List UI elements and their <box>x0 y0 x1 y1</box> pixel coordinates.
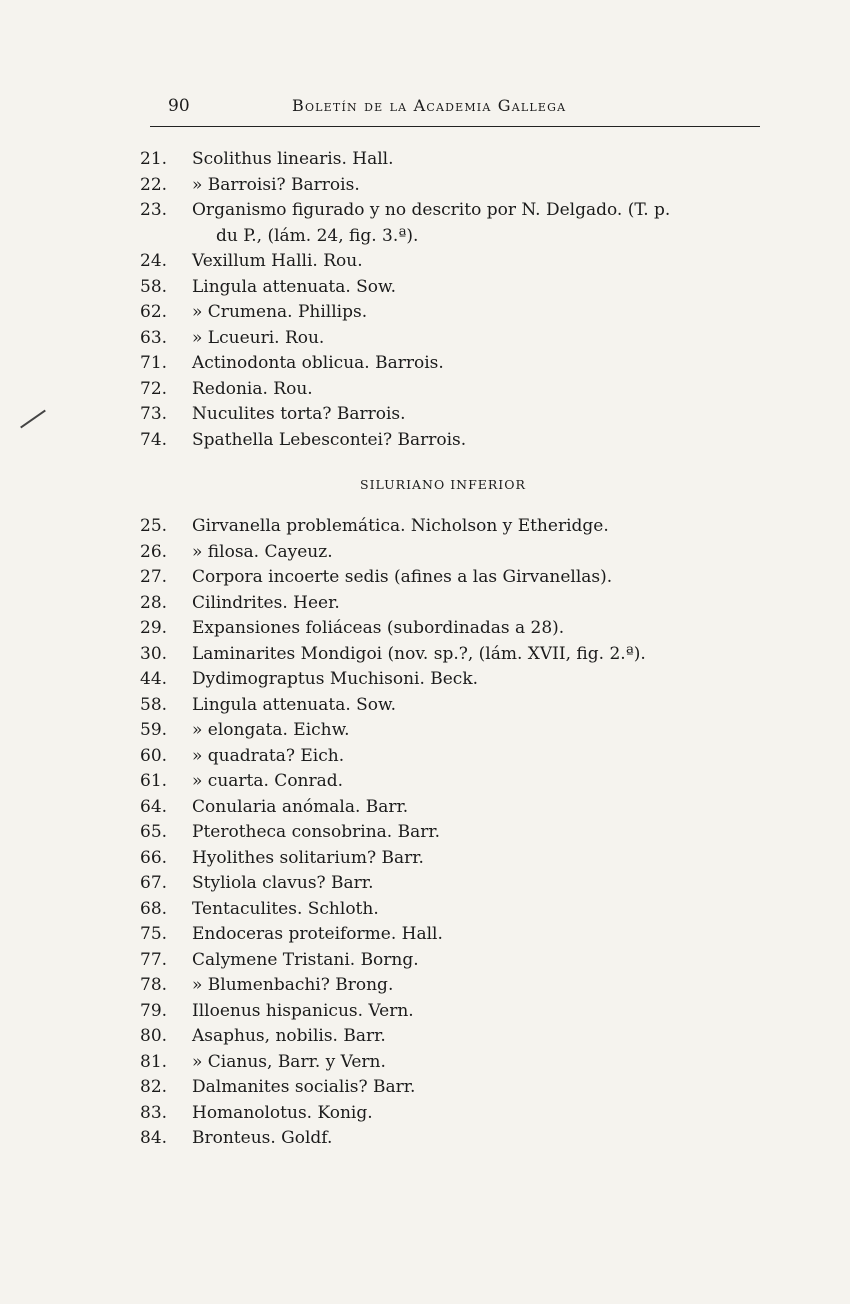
entry-number: 29. <box>140 618 168 638</box>
entry-number: 71. <box>140 353 168 373</box>
entry-text: Nuculites torta? Barrois. <box>192 404 406 424</box>
entry-text: Scolithus linearis. Hall. <box>192 149 394 169</box>
list-item <box>140 642 780 668</box>
list-item <box>140 326 780 352</box>
entry-number: 65. <box>140 822 168 842</box>
entry-text: » Blumenbachi? Brong. <box>192 975 394 995</box>
list-item <box>140 973 780 999</box>
entry-text: Hyolithes solitarium? Barr. <box>192 847 424 868</box>
list-item <box>140 769 780 795</box>
list-item <box>140 1101 780 1127</box>
entry-number: 30. <box>140 643 168 664</box>
entry-text: Vexillum Halli. Rou. <box>192 251 363 271</box>
entry-text: Girvanella problemática. Nicholson y Etheridge. <box>192 516 609 536</box>
entry-number: 84. <box>140 1128 168 1148</box>
list-item <box>140 795 780 821</box>
entry-number: 58. <box>140 276 168 297</box>
entry-text: » Crumena. Phillips. <box>192 302 368 322</box>
list-item <box>140 275 780 301</box>
entry-number: 80. <box>140 1026 168 1046</box>
entry-number: 72. <box>140 378 168 399</box>
entry-number: 67. <box>140 873 168 893</box>
list-item <box>140 377 780 403</box>
entry-number: 23. <box>140 200 168 220</box>
entry-number: 75. <box>140 924 168 944</box>
entry-text: » elongata. Eichw. <box>192 720 350 740</box>
list-item <box>140 402 780 428</box>
entry-text: Bronteus. Goldf. <box>192 1128 333 1148</box>
list-item <box>140 198 780 224</box>
entry-number: 83. <box>140 1102 168 1123</box>
entry-text: Organismo figurado y no descrito por N. Delgado. (T. p. <box>192 200 671 220</box>
list-item <box>140 428 780 454</box>
list-item <box>140 846 780 872</box>
entry-number: 21. <box>140 149 168 169</box>
entry-text: Laminarites Mondigoi (nov. sp.?, (lám. XVII, fig. 2.ª). <box>192 643 646 664</box>
list-item <box>140 871 780 897</box>
entry-number: 63. <box>140 327 168 348</box>
entry-text: Cilindrites. Heer. <box>192 592 340 613</box>
entry-text: Calymene Tristani. Borng. <box>192 949 419 970</box>
entry-number: 77. <box>140 949 168 970</box>
list-item <box>140 224 780 250</box>
list-item <box>140 514 780 540</box>
list-item <box>140 173 780 199</box>
entry-number: 58. <box>140 694 168 715</box>
margin-pencil-mark <box>20 410 46 429</box>
entry-number: 78. <box>140 975 168 995</box>
entry-text: » filosa. Cayeuz. <box>192 541 333 562</box>
list-item <box>140 540 780 566</box>
running-title: Boletín de la Academia Gallega <box>292 96 567 115</box>
entry-number: 44. <box>140 669 168 689</box>
entry-text: Pterotheca consobrina. Barr. <box>192 822 441 842</box>
entry-text: Spathella Lebescontei? Barrois. <box>192 429 467 450</box>
entry-text: Dydimograptus Muchisoni. Beck. <box>192 669 479 689</box>
page-header <box>150 96 760 127</box>
fossil-list-siluriano-inferior <box>140 514 780 1152</box>
entry-text: Asaphus, nobilis. Barr. <box>192 1026 386 1046</box>
entry-number: 60. <box>140 745 168 766</box>
list-item <box>140 249 780 275</box>
entry-number: 79. <box>140 1000 168 1021</box>
entry-text: Lingula attenuata. Sow. <box>192 694 396 715</box>
list-item <box>140 922 780 948</box>
list-item <box>140 1050 780 1076</box>
list-item <box>140 667 780 693</box>
list-item <box>140 1024 780 1050</box>
entry-number: 62. <box>140 302 168 322</box>
entry-number: 59. <box>140 720 168 740</box>
list-item <box>140 820 780 846</box>
entry-text: » quadrata? Eich. <box>192 745 345 766</box>
page-number: 90 <box>168 96 190 116</box>
entry-text: Redonia. Rou. <box>192 378 313 399</box>
entry-text: Lingula attenuata. Sow. <box>192 276 396 297</box>
entry-text: » Barroisi? Barrois. <box>192 174 360 195</box>
list-item <box>140 718 780 744</box>
entry-text: du P., (lám. 24, fig. 3.ª). <box>216 225 419 246</box>
list-item <box>140 565 780 591</box>
entry-text: Conularia anómala. Barr. <box>192 796 409 817</box>
entry-number: 81. <box>140 1051 168 1072</box>
list-item <box>140 948 780 974</box>
entry-number: 68. <box>140 898 168 919</box>
entry-number: 22. <box>140 174 168 195</box>
entry-number: 66. <box>140 847 168 868</box>
list-item <box>140 1075 780 1101</box>
entry-number: 64. <box>140 796 168 817</box>
entry-number: 61. <box>140 771 168 791</box>
entry-text: Dalmanites socialis? Barr. <box>192 1077 416 1097</box>
list-item <box>140 999 780 1025</box>
list-item <box>140 300 780 326</box>
entry-text: Endoceras proteiforme. Hall. <box>192 924 443 944</box>
entry-text: » cuarta. Conrad. <box>192 771 344 791</box>
entry-text: Illoenus hispanicus. Vern. <box>192 1000 414 1021</box>
entry-number: 25. <box>140 516 168 536</box>
entry-text: Tentaculites. Schloth. <box>192 898 379 919</box>
list-item <box>140 744 780 770</box>
entry-text: » Cianus, Barr. y Vern. <box>192 1051 386 1072</box>
list-item <box>140 147 780 173</box>
list-item <box>140 693 780 719</box>
entry-text: Expansiones foliáceas (subordinadas a 28). <box>192 618 565 638</box>
list-item <box>140 897 780 923</box>
entry-number: 73. <box>140 404 168 424</box>
entry-text: Styliola clavus? Barr. <box>192 873 374 893</box>
section-title: SILURIANO INFERIOR <box>360 477 526 492</box>
list-item <box>140 351 780 377</box>
entry-number: 27. <box>140 567 168 587</box>
entry-number: 24. <box>140 251 168 271</box>
list-item <box>140 1126 780 1152</box>
entry-number: 74. <box>140 429 168 450</box>
list-item <box>140 591 780 617</box>
entry-text: Corpora incoerte sedis (afines a las Girvanellas). <box>192 567 613 587</box>
entry-number: 28. <box>140 592 168 613</box>
entry-text: Homanolotus. Konig. <box>192 1102 373 1123</box>
fossil-list-upper <box>140 147 780 453</box>
list-item <box>140 616 780 642</box>
entry-number: 26. <box>140 541 168 562</box>
entry-text: Actinodonta oblicua. Barrois. <box>192 353 444 373</box>
entry-number: 82. <box>140 1077 168 1097</box>
entry-text: » Lcueuri. Rou. <box>192 327 325 348</box>
